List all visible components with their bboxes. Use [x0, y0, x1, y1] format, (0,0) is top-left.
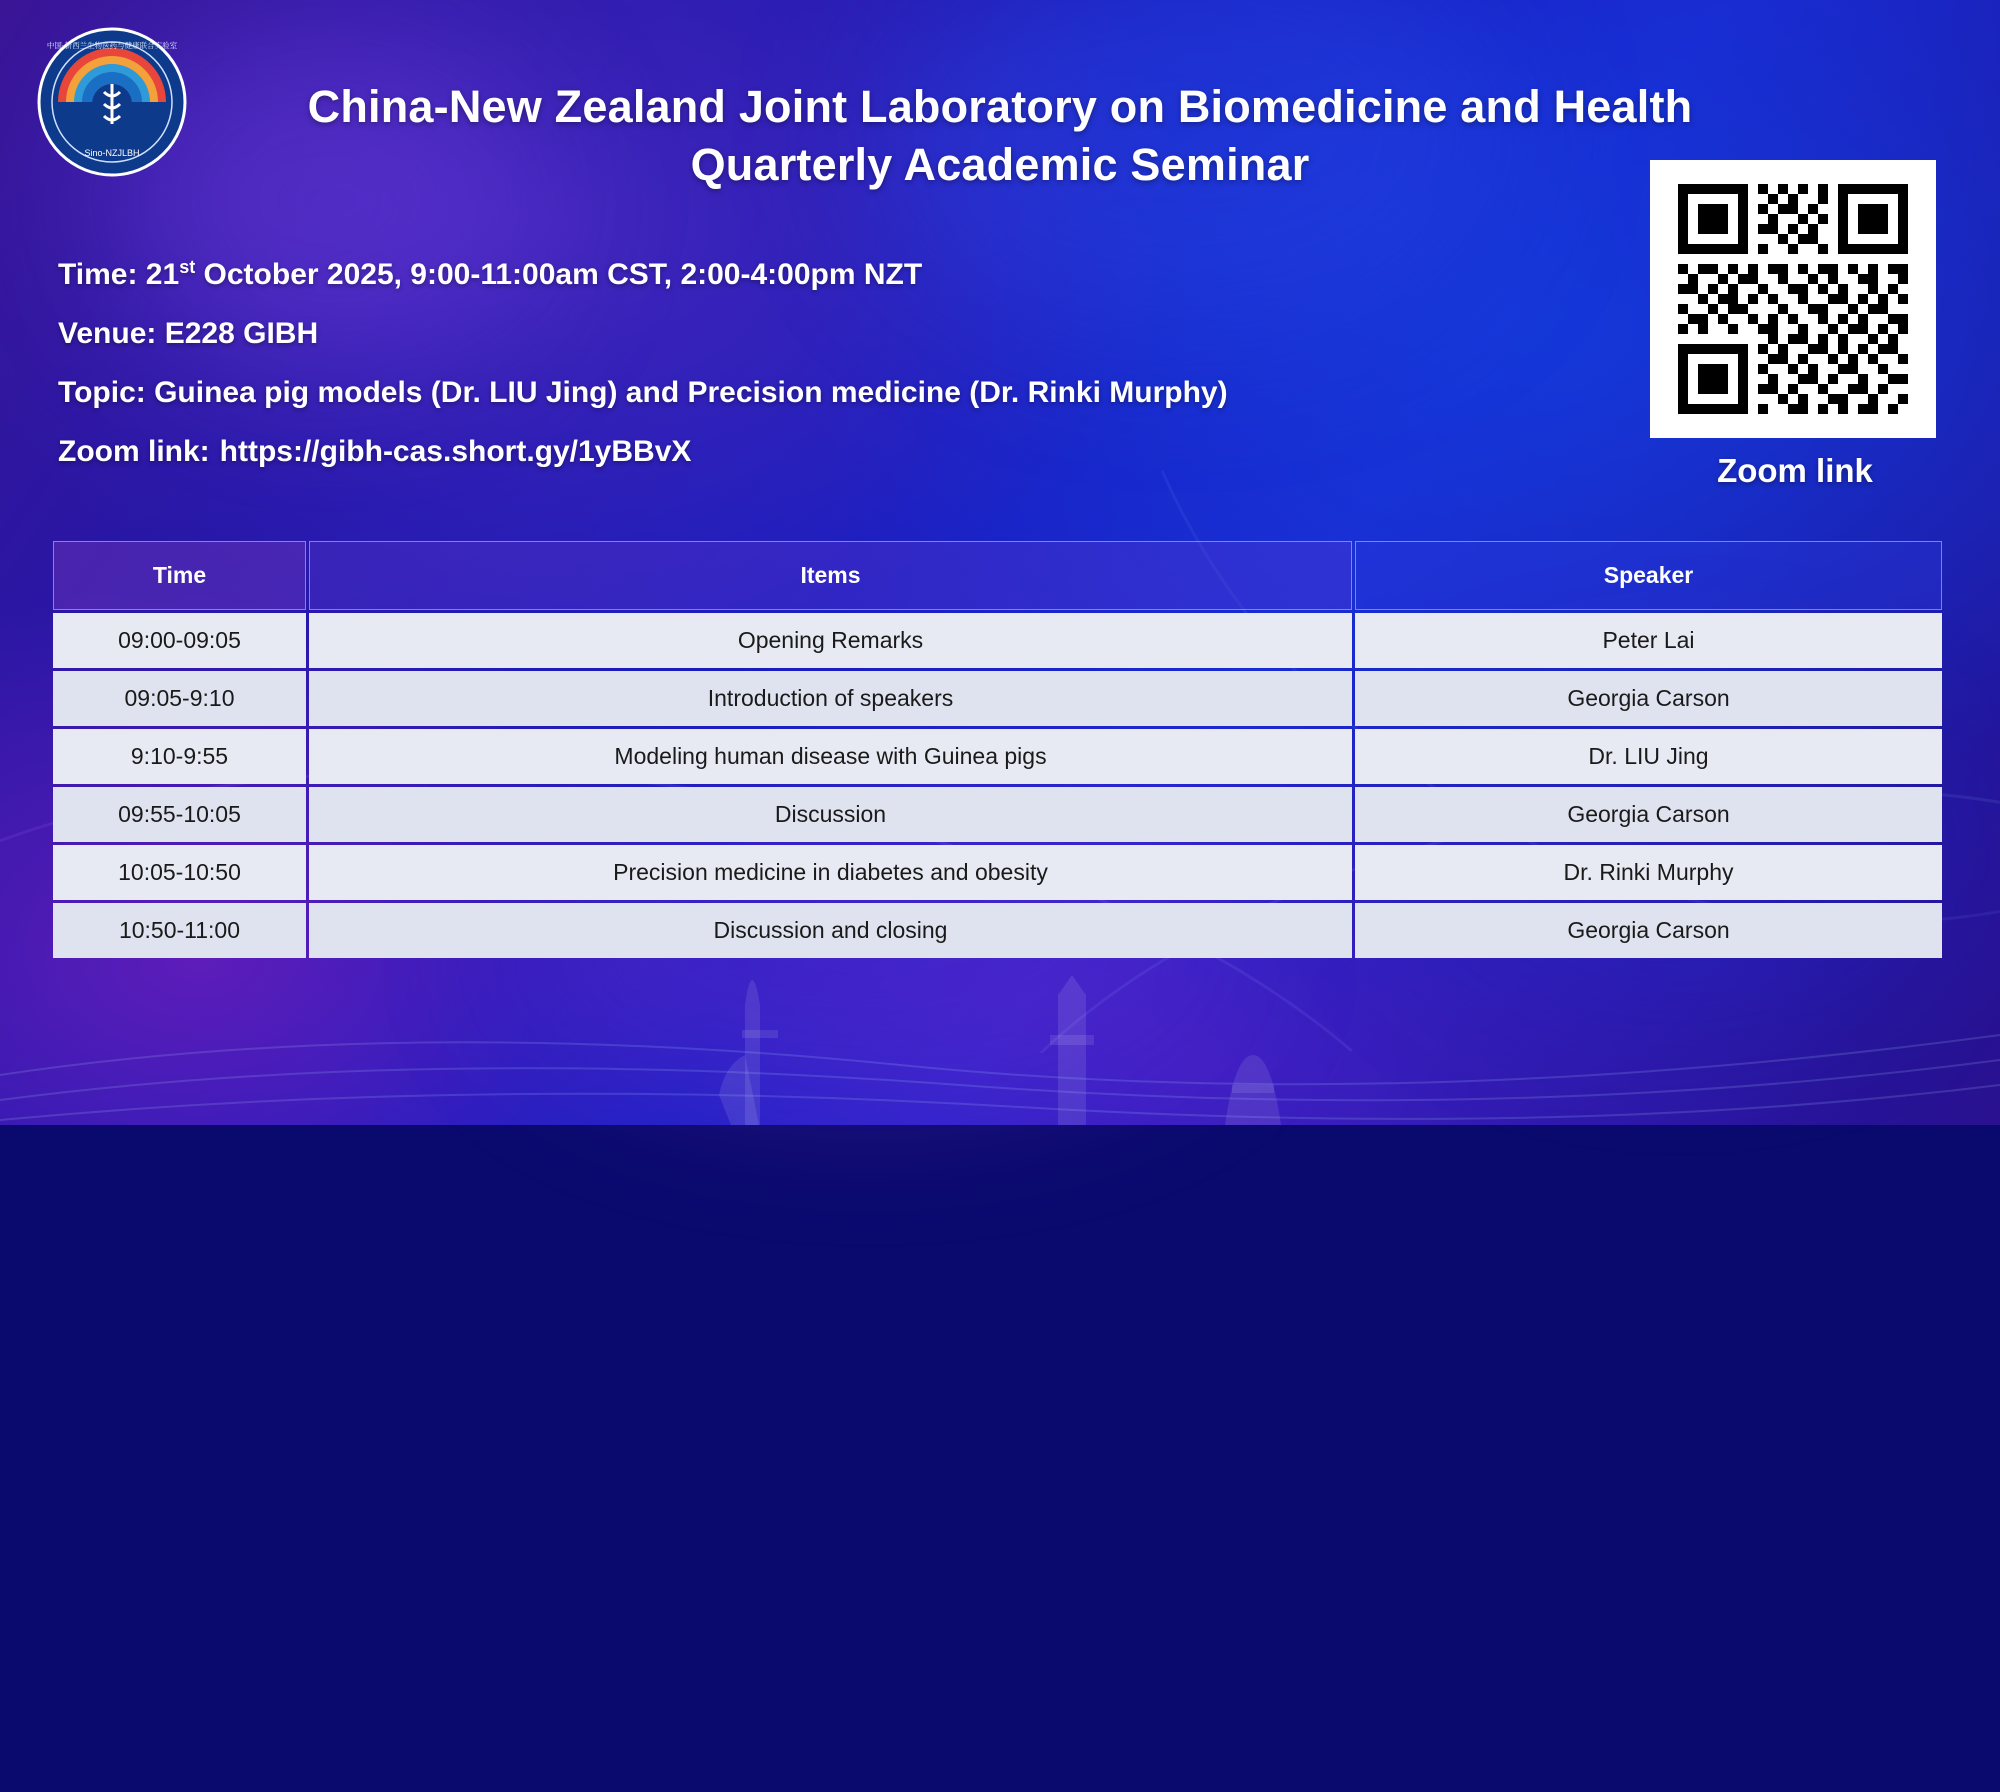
zoom-qr-block	[1650, 160, 1940, 490]
page-title: China-New Zealand Joint Laboratory on Biomedicine and Health Quarterly Academic Seminar	[307, 81, 1693, 190]
table-row	[53, 787, 1942, 842]
cell-time: 09:05-9:10	[53, 671, 306, 726]
cell-item: Modeling human disease with Guinea pigs	[309, 729, 1352, 784]
detail-topic	[58, 378, 1228, 408]
cell-time: 10:50-11:00	[53, 903, 306, 958]
qr-caption: Zoom link	[1717, 452, 1873, 489]
time-label: Time:	[58, 258, 138, 291]
cell-speaker: Georgia Carson	[1355, 903, 1942, 958]
cell-item: Introduction of speakers	[309, 671, 1352, 726]
cell-speaker: Peter Lai	[1355, 613, 1942, 668]
cell-speaker: Dr. Rinki Murphy	[1355, 845, 1942, 900]
venue-label: Venue:	[58, 317, 157, 350]
time-value-post: October 2025, 9:00-11:00am CST, 2:00-4:00pm NZT	[195, 258, 923, 291]
event-details	[58, 258, 1228, 496]
detail-venue	[58, 319, 1228, 349]
venue-value: E228 GIBH	[156, 317, 319, 350]
table-row	[53, 903, 1942, 958]
time-ordinal-suffix: st	[179, 257, 196, 277]
cell-item: Opening Remarks	[309, 613, 1352, 668]
skyline-decoration	[0, 935, 2000, 1125]
time-value-pre: 21	[137, 258, 180, 291]
column-header-time: Time	[53, 541, 306, 610]
zoom-link[interactable]: https://gibh-cas.short.gy/1yBBvX	[219, 435, 692, 468]
detail-time	[58, 258, 1228, 290]
cell-speaker: Georgia Carson	[1355, 787, 1942, 842]
cell-item: Precision medicine in diabetes and obesity	[309, 845, 1352, 900]
topic-label: Topic:	[58, 376, 146, 409]
schedule-table	[50, 538, 1945, 961]
sino-nzjlbh-logo	[36, 26, 188, 178]
qr-code-icon[interactable]	[1650, 160, 1936, 438]
table-header-row	[53, 541, 1942, 610]
svg-text:Sino-NZJLBH: Sino-NZJLBH	[84, 148, 140, 158]
cell-speaker: Georgia Carson	[1355, 671, 1942, 726]
cell-time: 10:05-10:50	[53, 845, 306, 900]
column-header-items: Items	[309, 541, 1352, 610]
svg-text:中国-新西兰生物医药与健康联合实验室: 中国-新西兰生物医药与健康联合实验室	[46, 41, 178, 50]
table-row	[53, 671, 1942, 726]
topic-value: Guinea pig models (Dr. LIU Jing) and Precision medicine (Dr. Rinki Murphy)	[145, 376, 1228, 409]
cell-time: 09:00-09:05	[53, 613, 306, 668]
cell-item: Discussion and closing	[309, 903, 1352, 958]
column-header-speaker: Speaker	[1355, 541, 1942, 610]
detail-zoom	[58, 437, 1228, 467]
cell-time: 9:10-9:55	[53, 729, 306, 784]
cell-speaker: Dr. LIU Jing	[1355, 729, 1942, 784]
cell-item: Discussion	[309, 787, 1352, 842]
table-row	[53, 729, 1942, 784]
table-row	[53, 613, 1942, 668]
zoom-label: Zoom link:	[58, 435, 210, 468]
table-row	[53, 845, 1942, 900]
cell-time: 09:55-10:05	[53, 787, 306, 842]
